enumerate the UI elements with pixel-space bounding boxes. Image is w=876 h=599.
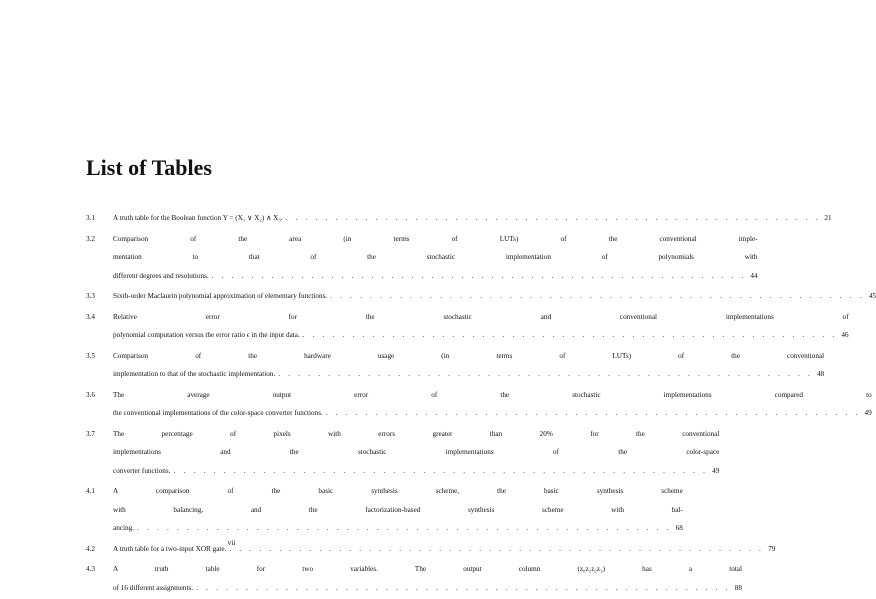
entry-number: 4.1 [86, 487, 95, 495]
entry-page-number: 46 [841, 331, 849, 339]
entry-page-number: 44 [750, 271, 758, 280]
entry-number: 3.5 [86, 351, 95, 360]
entry-page-number: 45 [868, 292, 876, 300]
entry-caption [113, 386, 872, 423]
caption-line [113, 404, 872, 423]
caption-line [113, 365, 824, 384]
entry-page-number: 49 [864, 409, 872, 417]
toc-entry [86, 209, 832, 228]
caption-text: Comparison of the area (in terms of LUTs) of the conventional imple- [113, 234, 758, 243]
toc-entry [86, 230, 758, 286]
entry-caption [113, 482, 683, 538]
caption-line [113, 308, 849, 327]
toc-entry [86, 287, 876, 306]
toc-entry [86, 560, 742, 597]
dot-leader: . . . . . . . . . . . . . . . . . . . . . . . . . . . . . . . . . . . . . . . . . . . . . . . . . . . . . . [196, 583, 731, 592]
caption-line [113, 267, 758, 286]
caption-line [113, 482, 683, 501]
entry-number: 3.7 [86, 429, 95, 438]
caption-text: A truth table for the Boolean function Y = (X₁ ∨ X₂) ∧ X₃. [113, 214, 283, 222]
caption-line [113, 501, 683, 520]
entry-number: 3.3 [86, 292, 95, 300]
entry-page-number: 79 [768, 544, 776, 553]
caption-text: The percentage of pixels with errors greater than 20% for the conventional [113, 429, 720, 438]
entry-page-number: 88 [734, 583, 742, 592]
entry-number: 3.6 [86, 390, 95, 399]
caption-text: Relative error for the stochastic and conventional implementations of [113, 312, 849, 321]
caption-text: polynomial computation versus the error ratio ϵ in the input data. [113, 331, 300, 339]
caption-text: A truth table for two variables. The output column (z₀z₁z₂z₃) has a total [113, 565, 742, 573]
entry-caption [113, 209, 832, 228]
caption-text: different degrees and resolutions. [113, 271, 209, 280]
dot-leader: . . . . . . . . . . . . . . . . . . . . . . . . . . . . . . . . . . . . . . . . . . . . . . . . . . . . . . [229, 544, 765, 553]
caption-text: A comparison of the basic synthesis scheme, the basic synthesis scheme [113, 487, 683, 495]
dot-leader: . . . . . . . . . . . . . . . . . . . . . . . . . . . . . . . . . . . . . . . . . . . . . . . . . . . . . . [136, 524, 672, 532]
caption-text: converter functions. [113, 466, 171, 475]
caption-text: A truth table for a two-input XOR gate. [113, 544, 227, 553]
caption-line [113, 579, 742, 598]
entry-number: 3.2 [86, 234, 95, 243]
caption-line [113, 287, 876, 306]
caption-text: of 16 different assignments. [113, 583, 194, 592]
caption-line [113, 386, 872, 405]
entry-caption [113, 308, 849, 345]
dot-leader: . . . . . . . . . . . . . . . . . . . . . . . . . . . . . . . . . . . . . . . . . . . . . . . . . . . . . . [278, 370, 813, 378]
entry-number: 4.2 [86, 544, 95, 553]
caption-text: with balancing, and the factorization-based synthesis scheme with bal- [113, 505, 683, 514]
dot-leader: . . . . . . . . . . . . . . . . . . . . . . . . . . . . . . . . . . . . . . . . . . . . . . . . . . . . . . [325, 409, 861, 417]
entry-page-number: 48 [816, 370, 825, 378]
dot-leader: . . . . . . . . . . . . . . . . . . . . . . . . . . . . . . . . . . . . . . . . . . . . . . . . . . . . . . [173, 466, 709, 475]
caption-line [113, 248, 758, 267]
entry-caption [113, 230, 758, 286]
toc-entry [86, 308, 849, 345]
caption-line [113, 230, 758, 249]
caption-text: Sixth-order Maclaurin polynomial approximation of elementary functions. [113, 292, 328, 300]
caption-line [113, 519, 683, 538]
entry-page-number: 68 [675, 524, 683, 532]
caption-text: The average output error of the stochastic implementations compared to [113, 390, 872, 399]
toc-entry [86, 347, 825, 384]
caption-text: the conventional implementations of the color-space converter functions. [113, 409, 323, 417]
caption-text: mentation to that of the stochastic implementation of polynomials with [113, 253, 758, 261]
entry-number: 3.4 [86, 312, 95, 321]
caption-line [113, 443, 719, 462]
toc-entry [86, 482, 683, 538]
caption-text: implementations and the stochastic implementations of the color-space [113, 448, 720, 456]
dot-leader: . . . . . . . . . . . . . . . . . . . . . . . . . . . . . . . . . . . . . . . . . . . . . . . . . . . . . . [211, 271, 747, 280]
entry-number: 4.3 [86, 565, 95, 573]
dot-leader: . . . . . . . . . . . . . . . . . . . . . . . . . . . . . . . . . . . . . . . . . . . . . . . . . . . . . . [330, 292, 865, 300]
entry-caption [113, 560, 742, 597]
entry-page-number: 49 [712, 466, 720, 475]
toc-entry [86, 386, 872, 423]
caption-line [113, 209, 832, 228]
page-number: vii [227, 538, 236, 547]
caption-text: implementation to that of the stochastic implementation. [113, 370, 276, 378]
caption-line [113, 425, 719, 444]
entry-caption [113, 347, 824, 384]
page-title: List of Tables [86, 155, 212, 180]
entry-page-number: 21 [824, 214, 832, 222]
entry-caption [113, 425, 719, 481]
toc-entry [86, 425, 720, 481]
dot-leader: . . . . . . . . . . . . . . . . . . . . . . . . . . . . . . . . . . . . . . . . . . . . . . . . . . . . . . [285, 214, 821, 222]
entry-number: 3.1 [86, 214, 95, 222]
caption-line [113, 326, 849, 345]
caption-line [113, 347, 824, 366]
caption-line [113, 560, 742, 579]
caption-text: ancing. [113, 524, 134, 532]
caption-text: Comparison of the hardware usage (in terms of LUTs) of the conventional [113, 351, 825, 360]
entry-caption [113, 287, 876, 306]
dot-leader: . . . . . . . . . . . . . . . . . . . . . . . . . . . . . . . . . . . . . . . . . . . . . . . . . . . . . . [302, 331, 838, 339]
caption-line [113, 462, 719, 481]
